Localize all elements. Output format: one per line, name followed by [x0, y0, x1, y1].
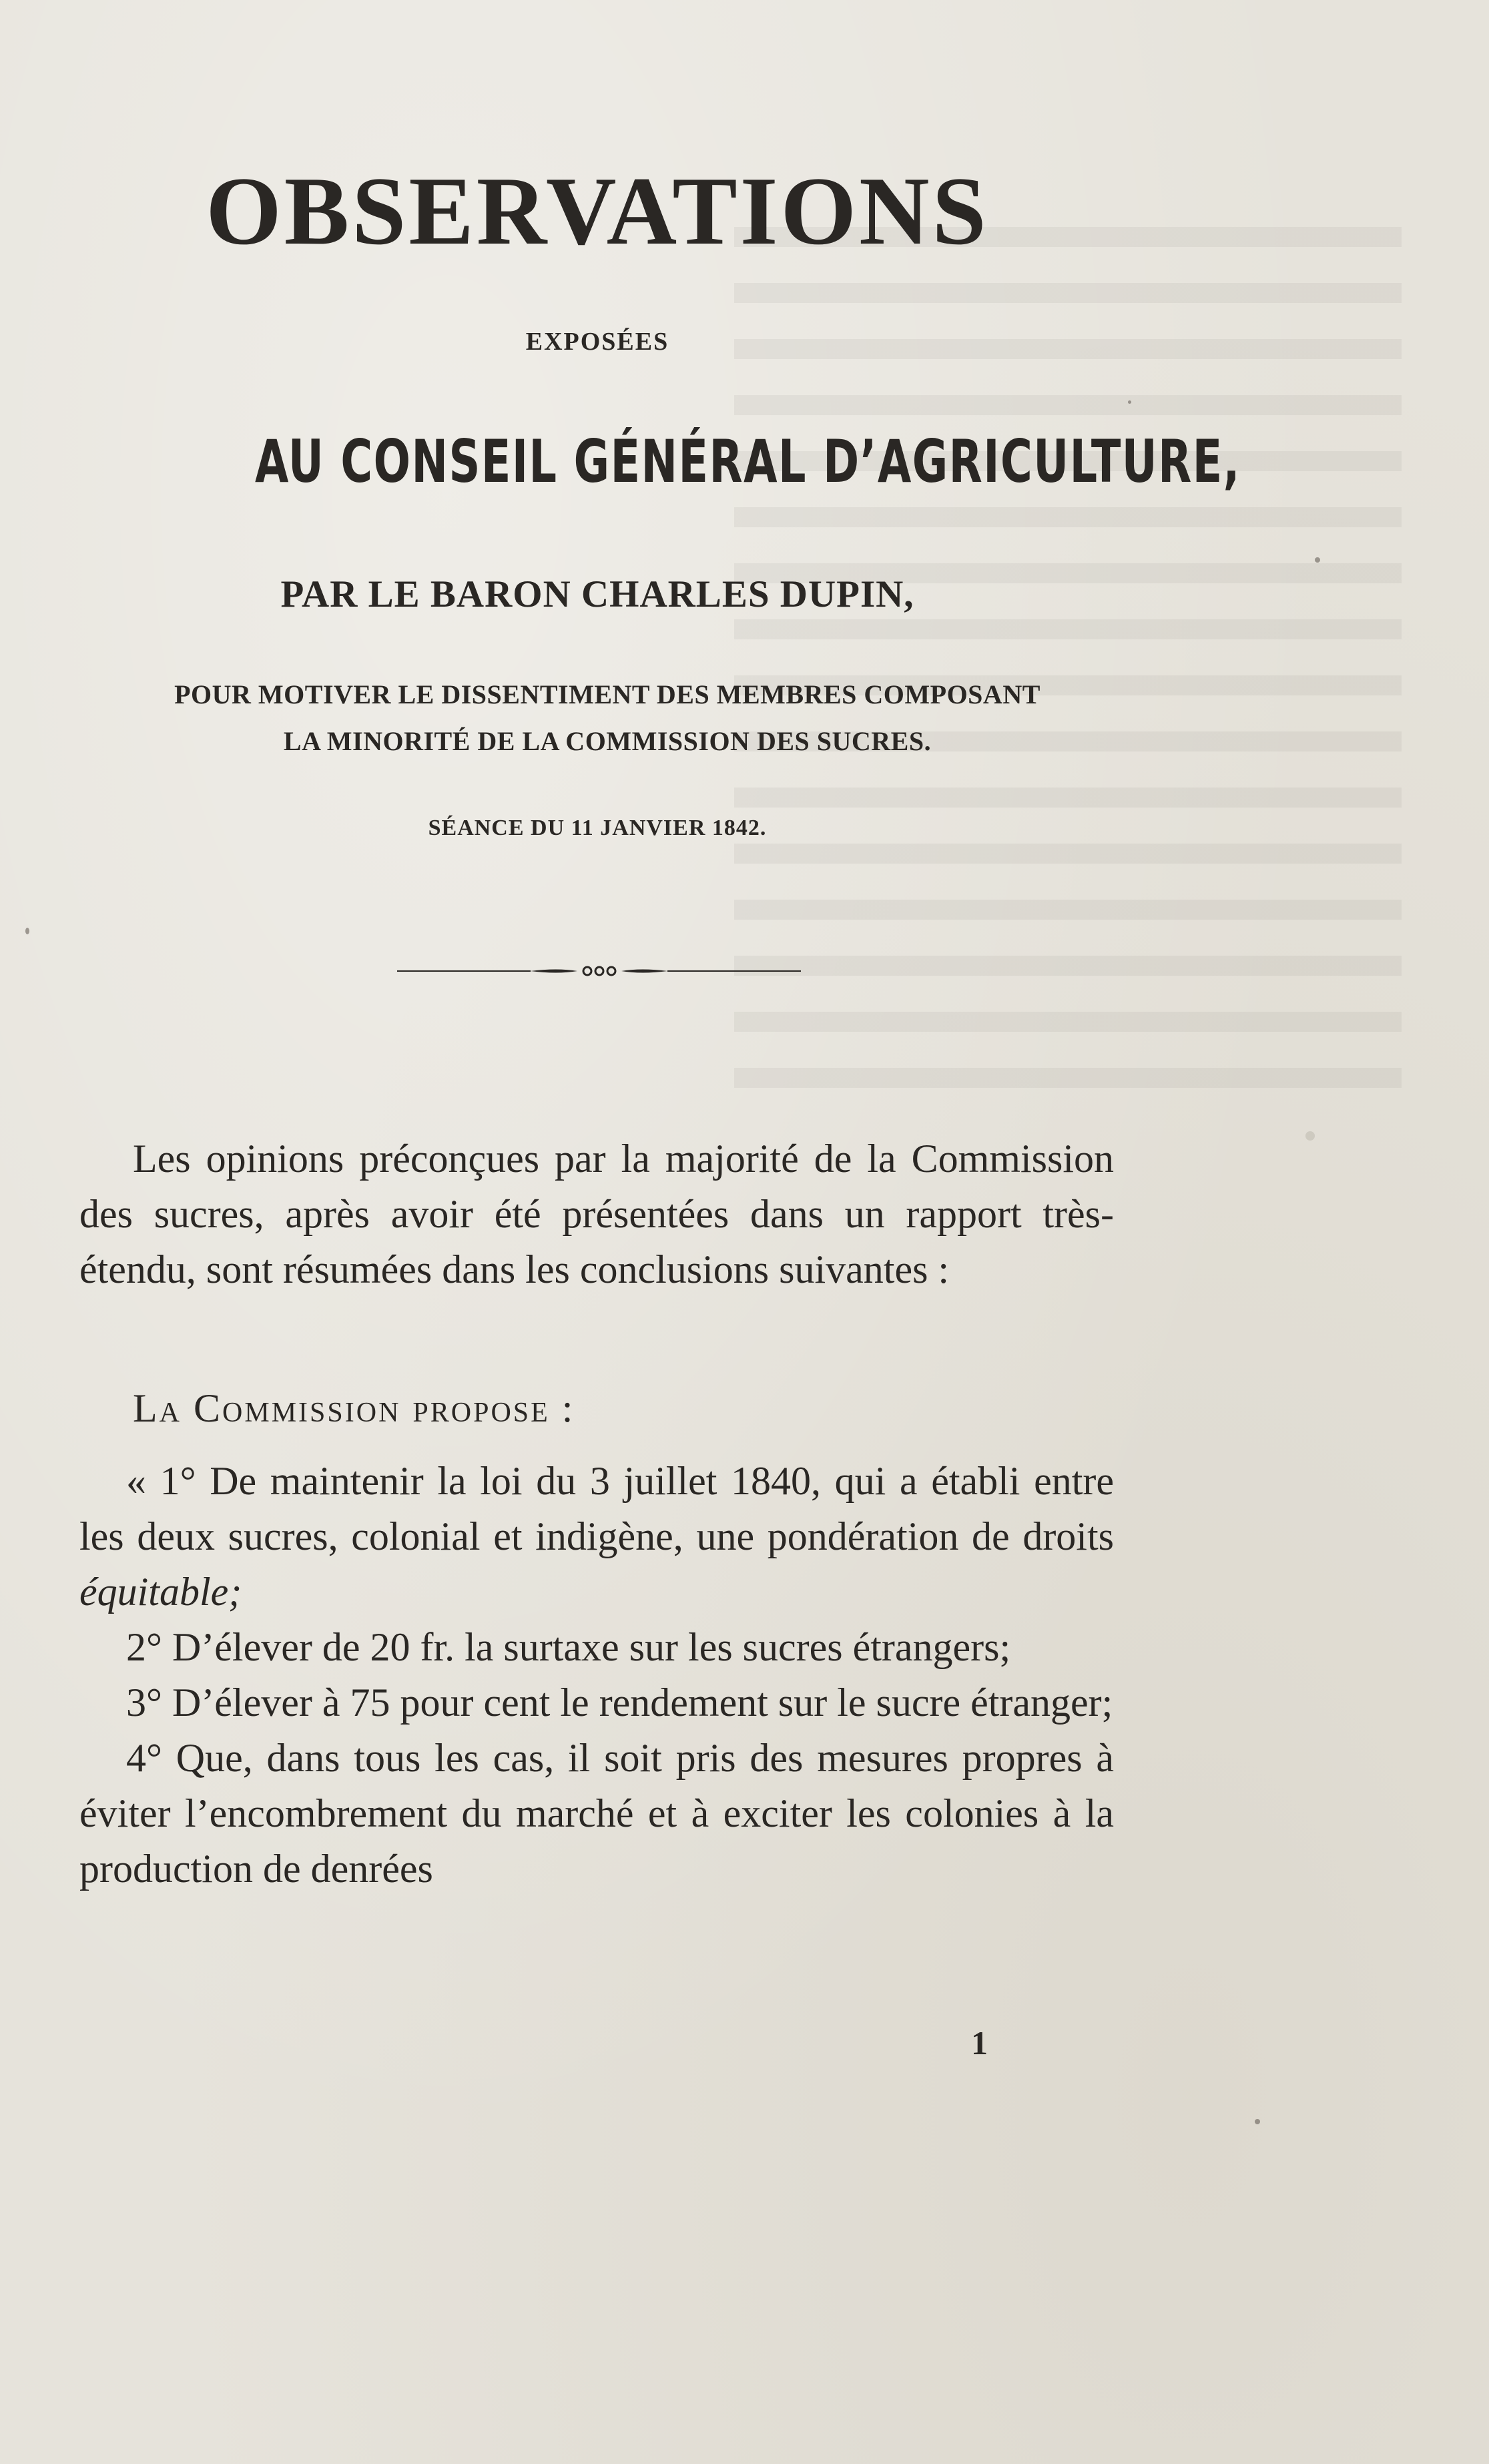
commission-heading-second-initial: C: [194, 1386, 223, 1430]
ornamental-rule: [397, 961, 801, 981]
paper-speck: [1128, 400, 1131, 404]
author-line: PAR LE BARON CHARLES DUPIN,: [280, 573, 914, 615]
document-subtitle: EXPOSÉES: [525, 328, 669, 356]
proposal-item-1-text: « 1° De maintenir la loi du 3 juillet 1840, qui a établi entre les deux sucres, colonial et indigène, une pondération de droits: [79, 1459, 1114, 1558]
purpose-line-2: LA MINORITÉ DE LA COMMISSION DES SUCRES.: [283, 726, 932, 756]
proposal-item-3: 3° D’élever à 75 pour cent le rendement sur le sucre étranger;: [126, 1680, 1113, 1725]
commission-heading-first-rest: a: [159, 1386, 182, 1430]
intro-paragraph: [79, 1131, 1114, 1297]
proposal-item-1: [79, 1454, 1114, 1620]
purpose-block: [93, 671, 1121, 765]
commission-heading-first-initial: L: [133, 1386, 160, 1430]
paper-speck: [25, 928, 29, 934]
proposal-item-1-emphasis: équitable;: [79, 1570, 242, 1614]
commission-heading-second-rest: ommission propose :: [222, 1386, 575, 1430]
session-date: SÉANCE DU 11 JANVIER 1842.: [428, 816, 767, 840]
proposal-list: [79, 1454, 1114, 1897]
commission-heading: [133, 1385, 575, 1432]
proposal-item-2: 2° D’élever de 20 fr. la surtaxe sur les sucres étrangers;: [126, 1625, 1011, 1669]
document-title: OBSERVATIONS: [206, 157, 989, 265]
intro-paragraph-text: Les opinions préconçues par la majorité de la Commission des sucres, après avoir été présentées dans un rapport très-étendu, sont résumées dans les conclusions suivantes :: [79, 1137, 1114, 1291]
council-title: AU CONSEIL GÉNÉRAL D’AGRICULTURE,: [255, 427, 1241, 496]
paper-speck: [1315, 557, 1320, 563]
paper-speck: [1255, 2119, 1260, 2124]
page-number: 1: [971, 2024, 988, 2062]
purpose-line-1: POUR MOTIVER LE DISSENTIMENT DES MEMBRES COMPOSANT: [174, 679, 1040, 709]
proposal-item-4: 4° Que, dans tous les cas, il soit pris des mesures propres à éviter l’encombrement du marché et à exciter les colonies à la production de denrées: [79, 1736, 1114, 1891]
show-through-text: [734, 227, 1402, 1095]
paper-speck: [1305, 1131, 1315, 1141]
